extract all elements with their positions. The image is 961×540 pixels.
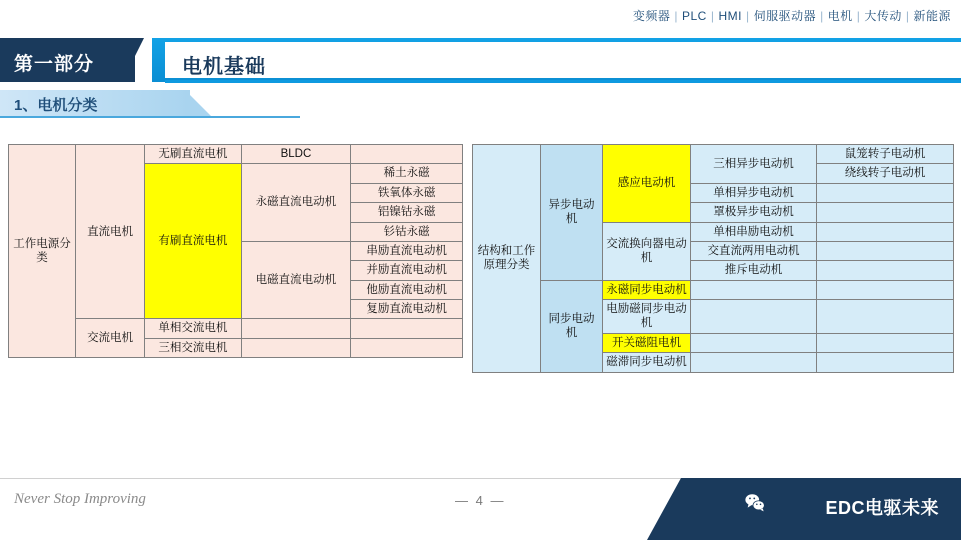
cell-empty	[691, 300, 817, 334]
cell-single-phase-series-motor: 单相串励电动机	[691, 222, 817, 241]
top-header-bar	[0, 0, 961, 30]
cell-series-dc-motor: 串励直流电动机	[351, 241, 463, 260]
cell-dc-motor: 直流电机	[76, 145, 145, 319]
cell-rare-earth-magnet: 稀土永磁	[351, 164, 463, 183]
cell-three-phase-ac-motor: 三相交流电机	[145, 338, 241, 357]
title-band	[0, 38, 961, 82]
cell-single-phase-ac-motor: 单相交流电机	[145, 319, 241, 338]
cell-empty	[817, 353, 954, 372]
section-subtitle: 1、电机分类	[14, 97, 98, 114]
cell-empty	[817, 222, 954, 241]
cell-squirrel-cage-rotor-motor: 鼠笼转子电动机	[817, 145, 954, 164]
cell-ac-motor: 交流电机	[76, 319, 145, 358]
header-tag-separator: |	[820, 9, 824, 23]
wechat-icon	[744, 492, 766, 514]
cell-hysteresis-sync-motor: 磁滞同步电动机	[603, 353, 691, 372]
part-label: 第一部分	[14, 54, 95, 75]
table-row	[473, 145, 954, 164]
table-power-source-classification	[8, 144, 463, 358]
subtitle-underline	[0, 116, 300, 118]
cell-compound-dc-motor: 复励直流电动机	[351, 300, 463, 319]
cell-empty	[817, 203, 954, 222]
cell-shaded-pole-async-motor: 罩极异步电动机	[691, 203, 817, 222]
header-tag: PLC	[681, 9, 707, 23]
cell-alnico-magnet: 铝镍钴永磁	[351, 203, 463, 222]
cell-wound-rotor-motor: 绕线转子电动机	[817, 164, 954, 183]
cell-em-dc-motor: 电磁直流电动机	[241, 241, 351, 319]
footer-brand-slant	[647, 478, 681, 540]
cell-empty	[351, 145, 463, 164]
header-tag: 新能源	[913, 9, 951, 23]
cell-empty	[691, 280, 817, 299]
cell-brushed-dc-highlight: 有刷直流电机	[145, 164, 241, 319]
header-tag: HMI	[718, 9, 742, 23]
cell-electrically-excited-sync-motor: 电励磁同步电动机	[603, 300, 691, 334]
cell-empty	[817, 183, 954, 202]
cell-empty	[241, 319, 351, 338]
page-number: — 4 —	[455, 493, 506, 508]
cell-ferrite-magnet: 铁氧体永磁	[351, 183, 463, 202]
cell-sync-motor: 同步电动机	[541, 280, 603, 372]
cell-samarium-cobalt-magnet: 钐钴永磁	[351, 222, 463, 241]
cell-repulsion-motor: 推斥电动机	[691, 261, 817, 280]
cell-empty	[817, 333, 954, 352]
page-title: 电机基础	[182, 56, 266, 78]
cell-empty	[817, 280, 954, 299]
cell-empty	[817, 300, 954, 334]
cell-empty	[691, 353, 817, 372]
cell-three-phase-async-motor: 三相异步电动机	[691, 145, 817, 184]
cell-root-category: 结构和工作原理分类	[473, 145, 541, 373]
title-underline	[165, 80, 961, 83]
table-row	[473, 280, 954, 299]
cell-ac-commutator-motor: 交流换向器电动机	[603, 222, 691, 280]
cell-ac-dc-universal-motor: 交直流两用电动机	[691, 241, 817, 260]
header-tag: 变频器	[632, 9, 671, 23]
header-tag: 大传动	[864, 9, 902, 23]
footer-tagline: Never Stop Improving	[14, 491, 146, 507]
cell-empty	[817, 241, 954, 260]
footer-brand-name: EDC电驱未来	[825, 498, 939, 518]
cell-empty	[351, 319, 463, 338]
title-bar-inner	[165, 42, 961, 78]
cell-empty	[241, 338, 351, 357]
cell-bldc: BLDC	[241, 145, 351, 164]
section-subtitle-wrap	[0, 90, 300, 116]
part-label-slant	[122, 38, 144, 82]
cell-shunt-dc-motor: 并励直流电动机	[351, 261, 463, 280]
header-tag-separator: |	[674, 9, 678, 23]
cell-root-category: 工作电源分类	[9, 145, 76, 358]
cell-brushless-dc: 无刷直流电机	[145, 145, 241, 164]
cell-switched-reluctance-motor-highlight: 开关磁阻电机	[603, 333, 691, 352]
header-tag-separator: |	[745, 9, 750, 23]
header-tag-separator: |	[905, 9, 910, 23]
table-row	[9, 145, 463, 164]
table-structure-principle-classification	[472, 144, 954, 373]
cell-separately-excited-dc-motor: 他励直流电动机	[351, 280, 463, 299]
cell-induction-motor-highlight: 感应电动机	[603, 145, 691, 223]
cell-single-phase-async-motor: 单相异步电动机	[691, 183, 817, 202]
header-tag: 伺服驱动器	[753, 9, 817, 23]
header-tag-list	[633, 7, 951, 24]
subtitle-slant	[185, 90, 211, 116]
cell-async-motor: 异步电动机	[541, 145, 603, 281]
cell-empty	[817, 261, 954, 280]
header-tag-separator: |	[856, 9, 861, 23]
cell-pm-dc-motor: 永磁直流电动机	[241, 164, 351, 242]
table-row	[9, 319, 463, 338]
header-tag-separator: |	[710, 9, 715, 23]
cell-empty	[351, 338, 463, 357]
cell-pm-sync-motor-highlight: 永磁同步电动机	[603, 280, 691, 299]
cell-empty	[691, 333, 817, 352]
header-tag: 电机	[827, 9, 853, 23]
